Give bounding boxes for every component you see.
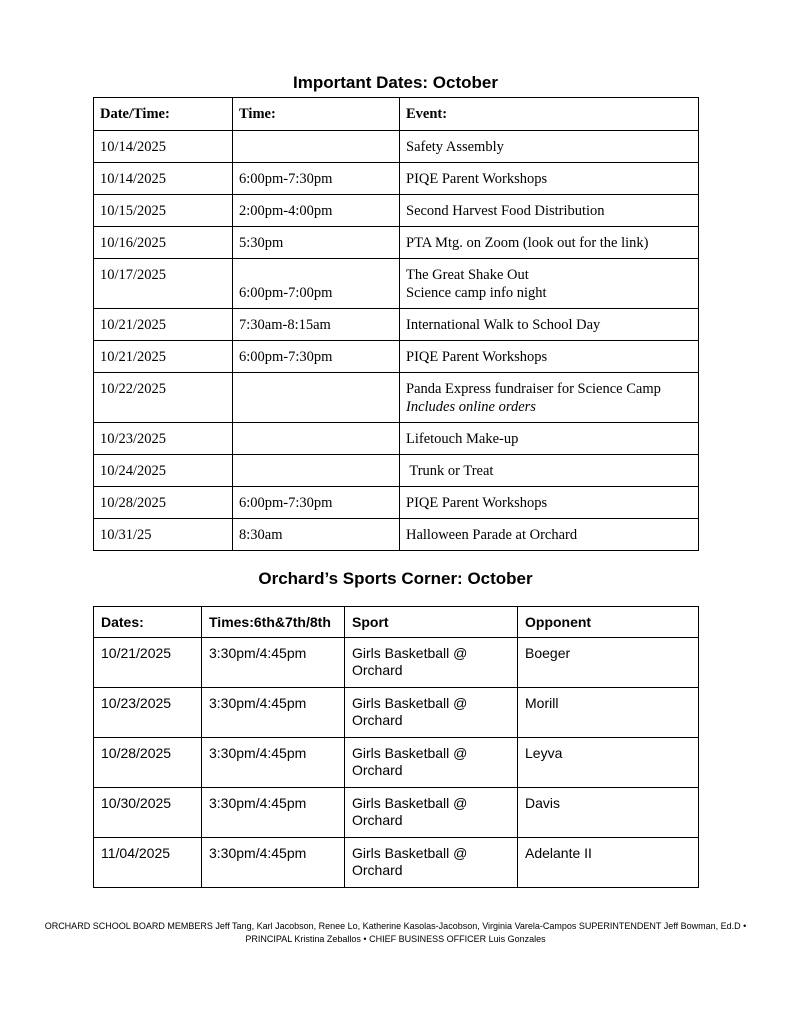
time-cell: 5:30pm [233,227,400,259]
table-row [94,788,699,838]
column-header-date: Date/Time: [94,98,233,131]
date-cell: 10/22/2025 [94,373,233,423]
sports-corner-table [93,606,699,888]
time-cell: 6:00pm-7:30pm [233,487,400,519]
sport-cell: Girls Basketball @ Orchard [345,688,518,738]
table-row [94,195,699,227]
table-row [94,738,699,788]
table-header-row [94,98,699,131]
date-cell: 10/23/2025 [94,423,233,455]
time-cell: 6:00pm-7:30pm [233,341,400,373]
time-cell: 6:00pm-7:30pm [233,163,400,195]
table-row [94,309,699,341]
event-cell: International Walk to School Day [400,309,699,341]
times-cell: 3:30pm/4:45pm [202,638,345,688]
sports-corner-title: Orchard’s Sports Corner: October [258,569,533,588]
date-cell: 10/28/2025 [94,487,233,519]
event-cell: Second Harvest Food Distribution [400,195,699,227]
table-row [94,838,699,888]
time-cell [233,373,400,423]
date-cell: 10/14/2025 [94,163,233,195]
column-header-event: Event: [400,98,699,131]
event-cell: PTA Mtg. on Zoom (look out for the link) [400,227,699,259]
time-cell: 6:00pm-7:00pm [233,259,400,309]
table-row [94,227,699,259]
table-row [94,163,699,195]
times-cell: 3:30pm/4:45pm [202,688,345,738]
event-line: Science camp info night [406,285,547,301]
event-cell: Safety Assembly [400,131,699,163]
times-cell: 3:30pm/4:45pm [202,788,345,838]
event-line: Panda Express fundraiser for Science Camp [406,381,661,397]
times-cell: 3:30pm/4:45pm [202,738,345,788]
important-dates-table [93,97,699,551]
column-header-opponent: Opponent [518,607,699,638]
date-cell: 10/21/2025 [94,341,233,373]
table-row [94,487,699,519]
column-header-times: Times:6th&7th/8th [202,607,345,638]
important-dates-title: Important Dates: October [293,73,498,92]
sport-cell: Girls Basketball @ Orchard [345,738,518,788]
date-cell: 10/21/2025 [94,309,233,341]
table-row [94,519,699,551]
event-cell: Trunk or Treat [400,455,699,487]
time-cell [233,131,400,163]
sport-cell: Girls Basketball @ Orchard [345,838,518,888]
date-cell: 10/24/2025 [94,455,233,487]
footer-line: ORCHARD SCHOOL BOARD MEMBERS Jeff Tang, Karl Jacobson, Renee Lo, Katherine Kasolas-Jacobson, Virginia Varela-Campos SUPERINTENDENT Jeff Bowman, Ed.D • [44,921,747,931]
table-row [94,638,699,688]
table-row [94,688,699,738]
date-cell: 10/14/2025 [94,131,233,163]
table-row [94,341,699,373]
event-line: The Great Shake Out [406,267,529,283]
column-header-dates: Dates: [94,607,202,638]
date-cell: 10/16/2025 [94,227,233,259]
time-cell: 7:30am-8:15am [233,309,400,341]
footer-line: PRINCIPAL Kristina Zeballos • CHIEF BUSINESS OFFICER Luis Gonzales [245,934,546,944]
event-cell: PIQE Parent Workshops [400,487,699,519]
table-header-row [94,607,699,638]
sport-cell: Girls Basketball @ Orchard [345,788,518,838]
table-row [94,373,699,423]
date-cell: 10/23/2025 [94,688,202,738]
date-cell: 11/04/2025 [94,838,202,888]
table-row [94,259,699,309]
date-cell: 10/21/2025 [94,638,202,688]
sport-cell: Girls Basketball @ Orchard [345,638,518,688]
event-cell: PIQE Parent Workshops [400,341,699,373]
column-header-time: Time: [233,98,400,131]
event-cell: Halloween Parade at Orchard [400,519,699,551]
opponent-cell: Morill [518,688,699,738]
date-cell: 10/15/2025 [94,195,233,227]
date-cell: 10/28/2025 [94,738,202,788]
event-cell [400,259,699,309]
time-cell: 8:30am [233,519,400,551]
table-row [94,423,699,455]
footer [0,920,791,946]
time-cell [233,455,400,487]
time-cell: 2:00pm-4:00pm [233,195,400,227]
date-cell: 10/17/2025 [94,259,233,309]
date-cell: 10/30/2025 [94,788,202,838]
opponent-cell: Leyva [518,738,699,788]
opponent-cell: Davis [518,788,699,838]
opponent-cell: Adelante II [518,838,699,888]
column-header-sport: Sport [345,607,518,638]
event-cell: Lifetouch Make-up [400,423,699,455]
table-row [94,455,699,487]
date-cell: 10/31/25 [94,519,233,551]
times-cell: 3:30pm/4:45pm [202,838,345,888]
event-cell [400,373,699,423]
opponent-cell: Boeger [518,638,699,688]
event-cell: PIQE Parent Workshops [400,163,699,195]
time-cell [233,423,400,455]
table-row [94,131,699,163]
event-note: Includes online orders [406,399,536,415]
